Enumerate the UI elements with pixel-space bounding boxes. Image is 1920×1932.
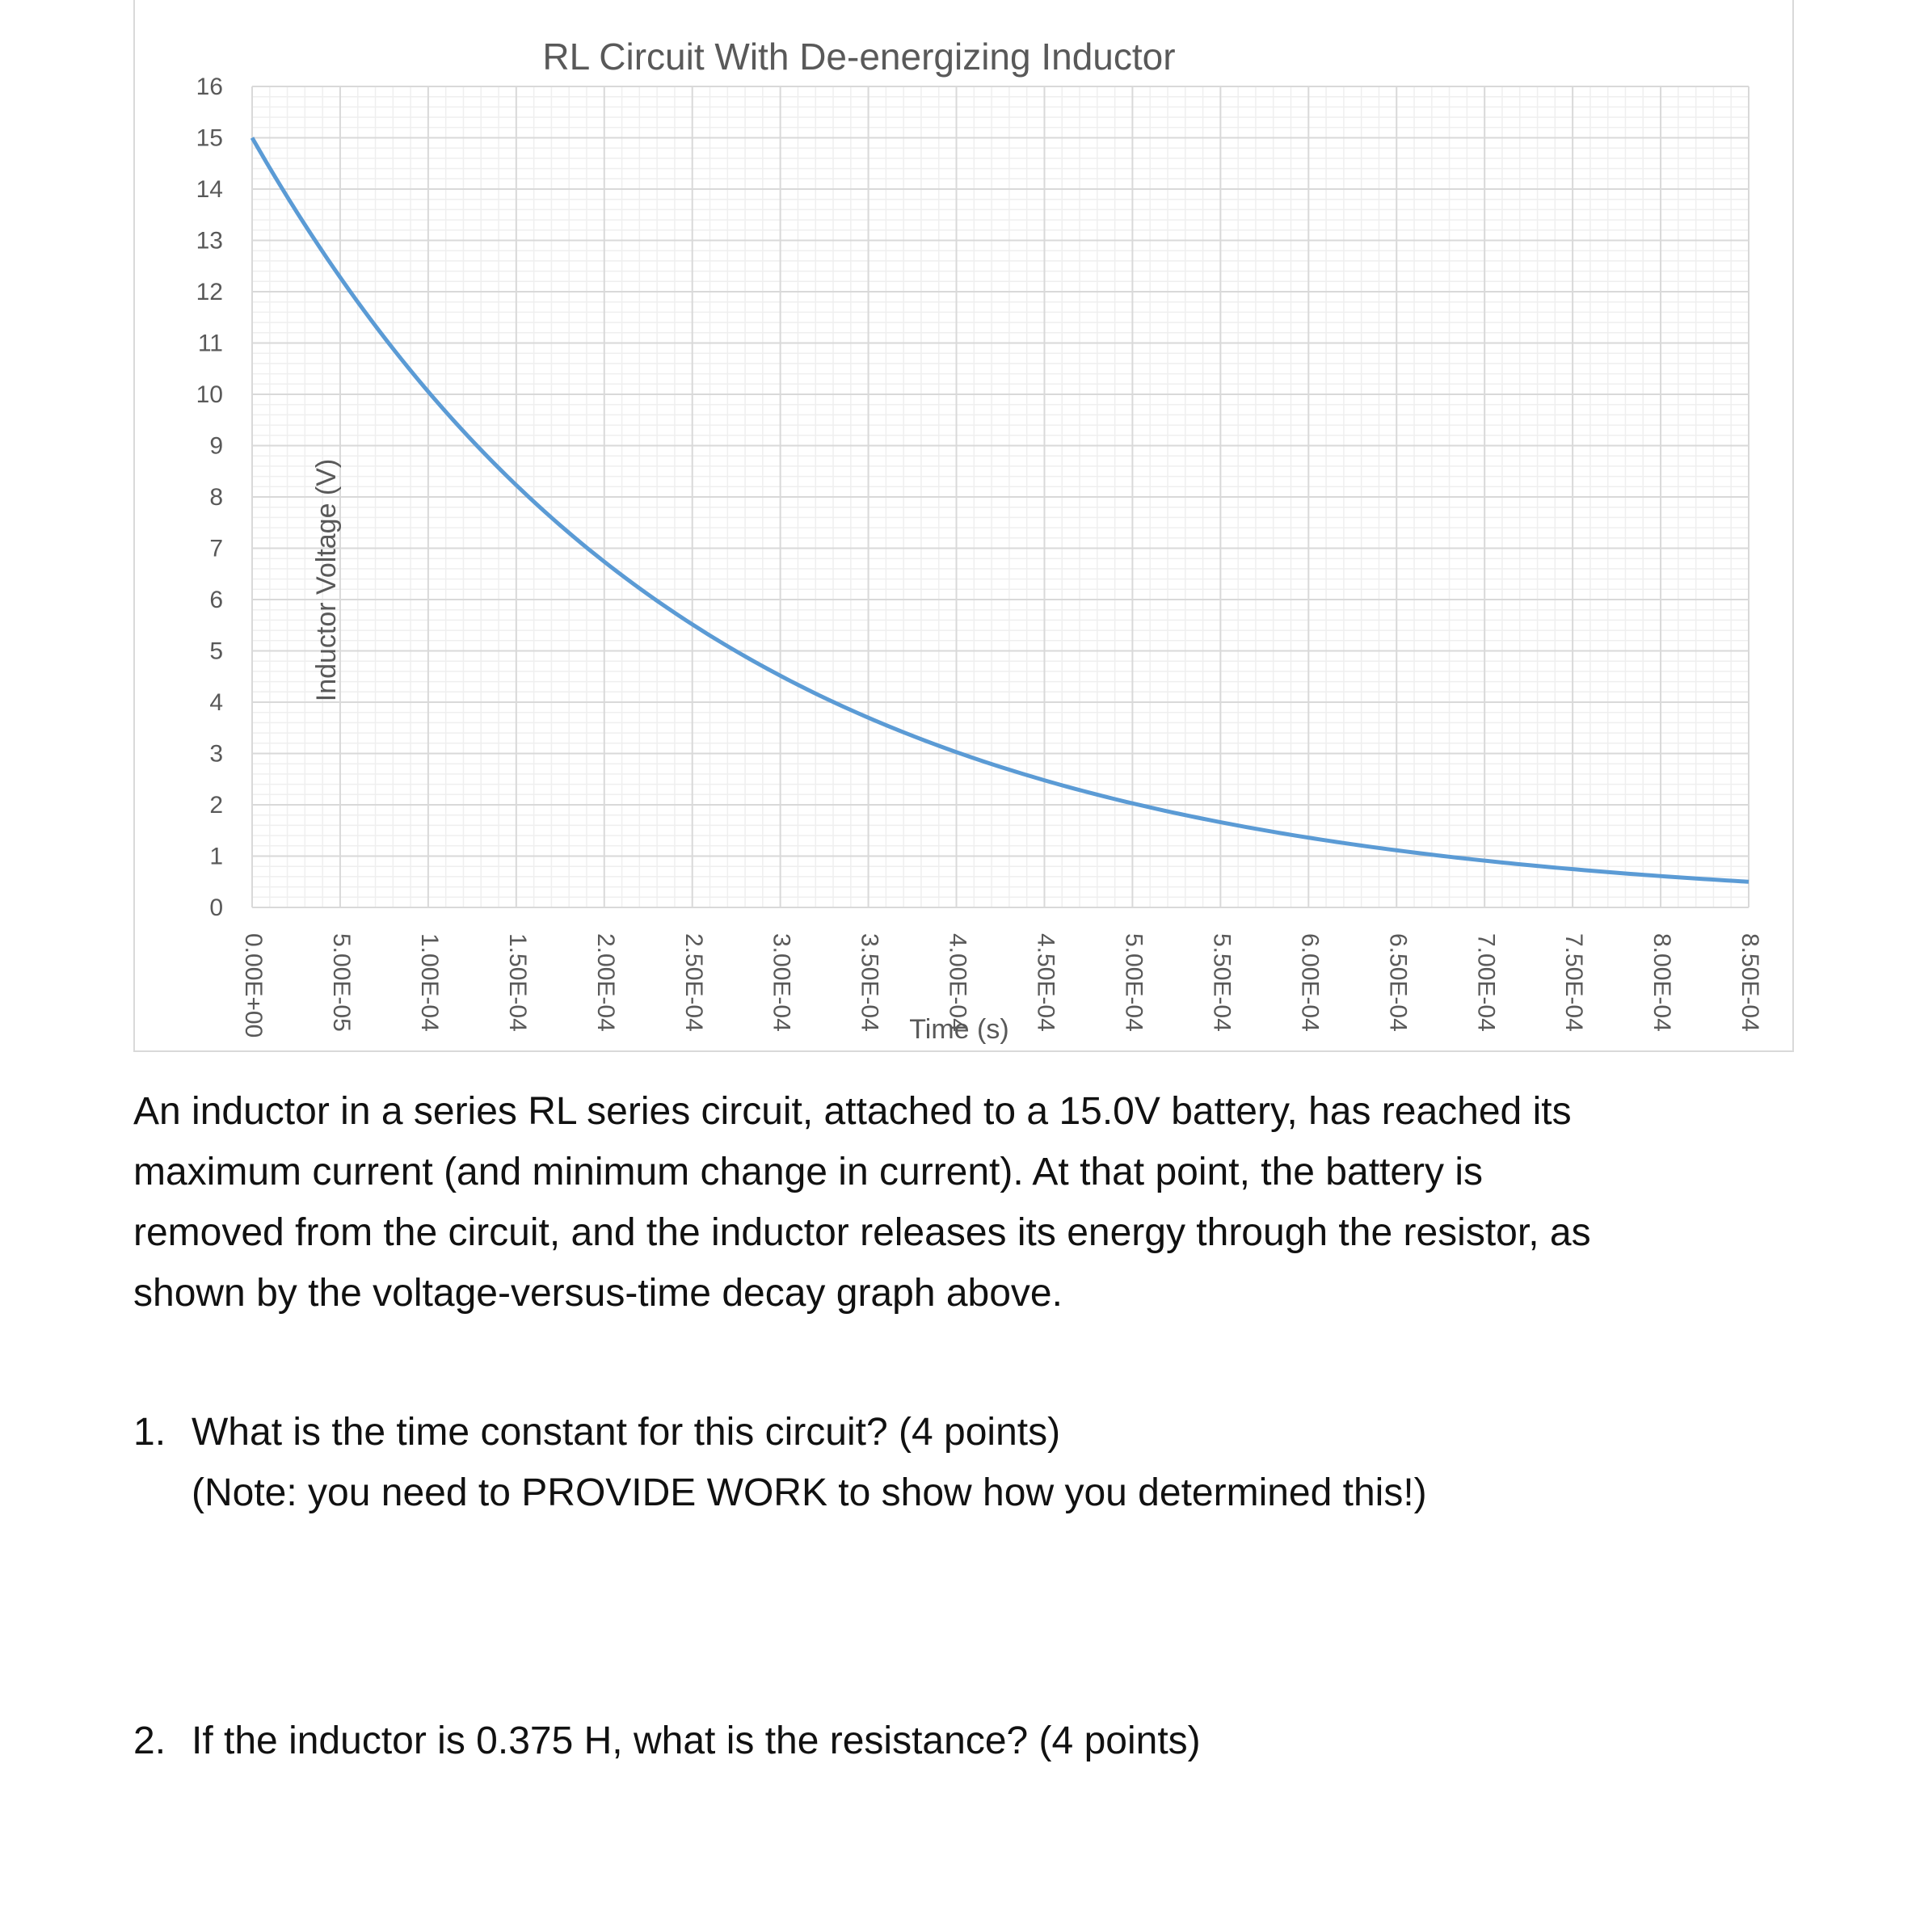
intro-line: maximum current (and minimum change in current). At that point, the battery is bbox=[133, 1151, 1484, 1193]
chart-title: RL Circuit With De-energizing Inductor bbox=[542, 36, 1176, 78]
y-tick-label: 13 bbox=[196, 227, 223, 255]
question-number: 2. bbox=[133, 1719, 166, 1762]
x-tick-label: 4.50E-04 bbox=[1032, 933, 1059, 1032]
intro-line: removed from the circuit, and the inductor releases its energy through the resistor, as bbox=[133, 1211, 1591, 1254]
question-2 bbox=[133, 1711, 1814, 1771]
x-tick-label: 7.00E-04 bbox=[1472, 933, 1500, 1032]
y-axis-label: Inductor Voltage (V) bbox=[311, 458, 342, 702]
x-tick-label: 2.00E-04 bbox=[592, 933, 619, 1032]
x-tick-label: 3.50E-04 bbox=[856, 933, 883, 1032]
y-tick-label: 8 bbox=[209, 484, 223, 511]
question-text: If the inductor is 0.375 H, what is the resistance? (4 points) bbox=[192, 1719, 1201, 1762]
y-tick-label: 5 bbox=[209, 638, 223, 665]
question-number: 1. bbox=[133, 1411, 166, 1454]
intro-line: shown by the voltage-versus-time decay graph above. bbox=[133, 1272, 1063, 1315]
question-1 bbox=[133, 1402, 1814, 1523]
y-tick-label: 11 bbox=[197, 330, 223, 357]
x-tick-label: 5.50E-04 bbox=[1208, 933, 1236, 1032]
chart-frame bbox=[133, 0, 1794, 1052]
x-tick-label: 1.00E-04 bbox=[415, 933, 443, 1032]
chart bbox=[135, 0, 1796, 1052]
x-tick-label: 6.00E-04 bbox=[1296, 933, 1324, 1032]
y-tick-label: 2 bbox=[209, 792, 223, 819]
problem-description bbox=[133, 1081, 1814, 1324]
x-tick-label: 5.00E-05 bbox=[328, 933, 356, 1032]
y-tick-label: 16 bbox=[196, 74, 223, 100]
x-tick-label: 3.00E-04 bbox=[768, 933, 795, 1032]
series-line bbox=[252, 138, 1749, 882]
y-tick-label: 0 bbox=[209, 894, 223, 921]
y-tick-label: 4 bbox=[209, 689, 223, 716]
x-tick-label: 7.50E-04 bbox=[1560, 933, 1588, 1032]
x-axis-label: Time (s) bbox=[909, 1014, 1009, 1045]
x-tick-label: 5.00E-04 bbox=[1120, 933, 1147, 1032]
intro-line: An inductor in a series RL series circuit, attached to a 15.0V battery, has reached its bbox=[133, 1090, 1572, 1133]
x-tick-label: 2.50E-04 bbox=[680, 933, 707, 1032]
y-tick-label: 15 bbox=[196, 124, 223, 152]
y-tick-label: 9 bbox=[209, 432, 223, 460]
x-tick-label: 1.50E-04 bbox=[503, 933, 531, 1032]
y-tick-label: 10 bbox=[196, 381, 223, 408]
y-tick-label: 3 bbox=[209, 740, 223, 768]
y-tick-label: 6 bbox=[209, 587, 223, 613]
x-tick-label: 0.00E+00 bbox=[240, 933, 267, 1038]
y-tick-label: 7 bbox=[209, 535, 223, 562]
x-tick-label: 8.00E-04 bbox=[1648, 933, 1676, 1032]
y-tick-label: 14 bbox=[196, 176, 223, 203]
x-tick-label: 4.00E-04 bbox=[944, 933, 971, 1032]
question-note: (Note: you need to PROVIDE WORK to show how you determined this!) bbox=[192, 1471, 1427, 1514]
question-text: What is the time constant for this circuit? (4 points) bbox=[192, 1411, 1061, 1454]
y-tick-label: 12 bbox=[196, 279, 223, 305]
y-tick-label: 1 bbox=[209, 843, 223, 870]
x-tick-label: 8.50E-04 bbox=[1737, 933, 1764, 1032]
x-tick-label: 6.50E-04 bbox=[1384, 933, 1412, 1032]
